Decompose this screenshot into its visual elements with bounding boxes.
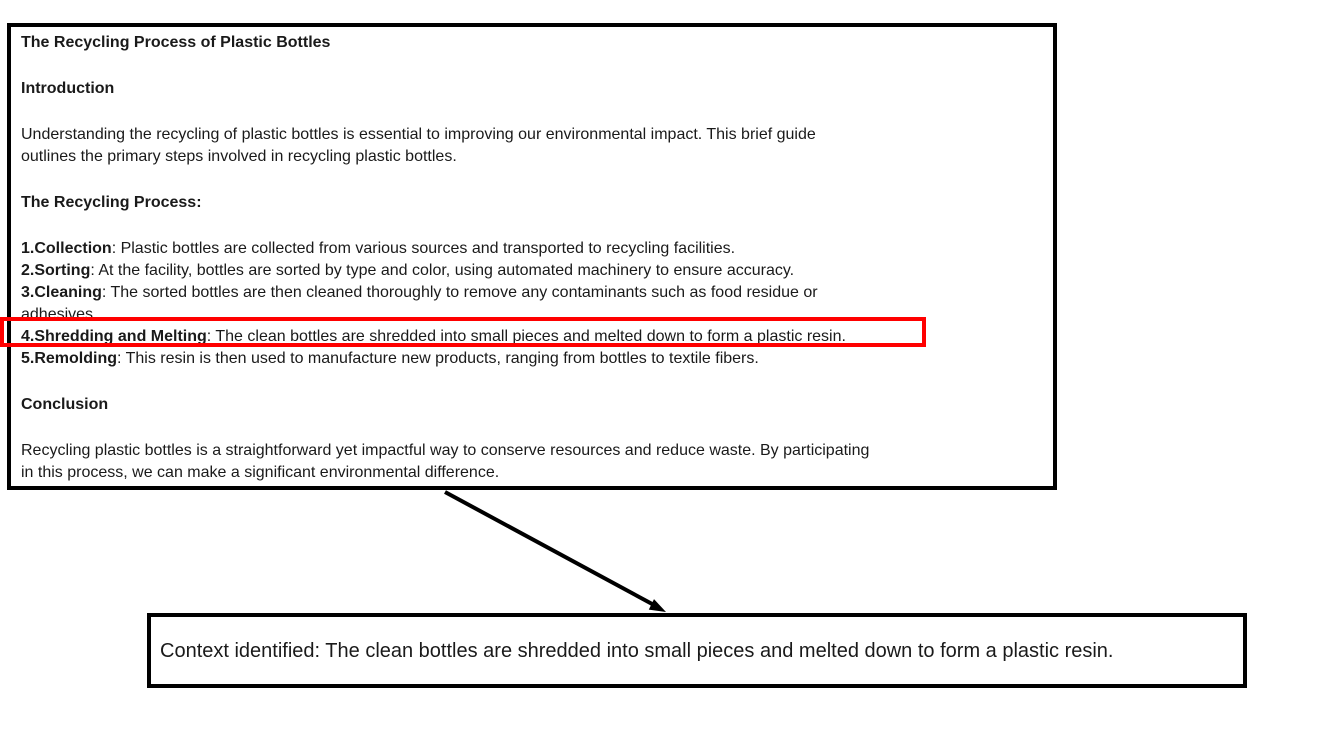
- callout-text: Context identified: The clean bottles are shredded into small pieces and melted down to form a plastic resin.: [160, 639, 1114, 662]
- text-line: Understanding the recycling of plastic bottles is essential to improving our environmental impact. This brief guide: [21, 126, 816, 143]
- text-line: outlines the primary steps involved in recycling plastic bottles.: [21, 148, 457, 165]
- document-title: The Recycling Process of Plastic Bottles: [21, 34, 331, 51]
- step-text: : Plastic bottles are collected from various sources and transported to recycling facilities.: [111, 240, 736, 257]
- step-sorting: [21, 260, 1043, 282]
- step-label: 3.Cleaning: [21, 284, 102, 301]
- section-heading-process: The Recycling Process:: [21, 194, 202, 211]
- intro-paragraph: [21, 124, 1043, 168]
- step-label: 2.Sorting: [21, 262, 91, 279]
- text-line: Recycling plastic bottles is a straightforward yet impactful way to conserve resources and reduce waste. By participating: [21, 442, 870, 459]
- step-cleaning: [21, 282, 1043, 304]
- step-text: : The sorted bottles are then cleaned thoroughly to remove any contaminants such as food residue or: [101, 284, 818, 301]
- step-text: : The clean bottles are shredded into small pieces and melted down to form a plastic resin.: [206, 328, 846, 345]
- step-label: 1.Collection: [21, 240, 112, 257]
- step-collection: [21, 238, 1043, 260]
- step-label: 5.Remolding: [21, 350, 118, 367]
- text-line: in this process, we can make a significant environmental difference.: [21, 464, 500, 481]
- step-label: 4.Shredding and Melting: [21, 328, 207, 345]
- step-text: : This resin is then used to manufacture new products, ranging from bottles to textile fibers.: [117, 350, 759, 367]
- section-heading-conclusion: Conclusion: [21, 396, 109, 413]
- document-panel: [7, 23, 1057, 490]
- conclusion-paragraph: [21, 440, 1043, 484]
- step-text: adhesives.: [21, 306, 98, 323]
- highlight-box: [0, 317, 926, 347]
- process-steps: [21, 238, 1043, 370]
- step-text: : At the facility, bottles are sorted by type and color, using automated machinery to ensure accuracy.: [90, 262, 795, 279]
- step-remolding: [21, 348, 1043, 370]
- section-heading-introduction: Introduction: [21, 80, 115, 97]
- context-callout: [147, 613, 1247, 688]
